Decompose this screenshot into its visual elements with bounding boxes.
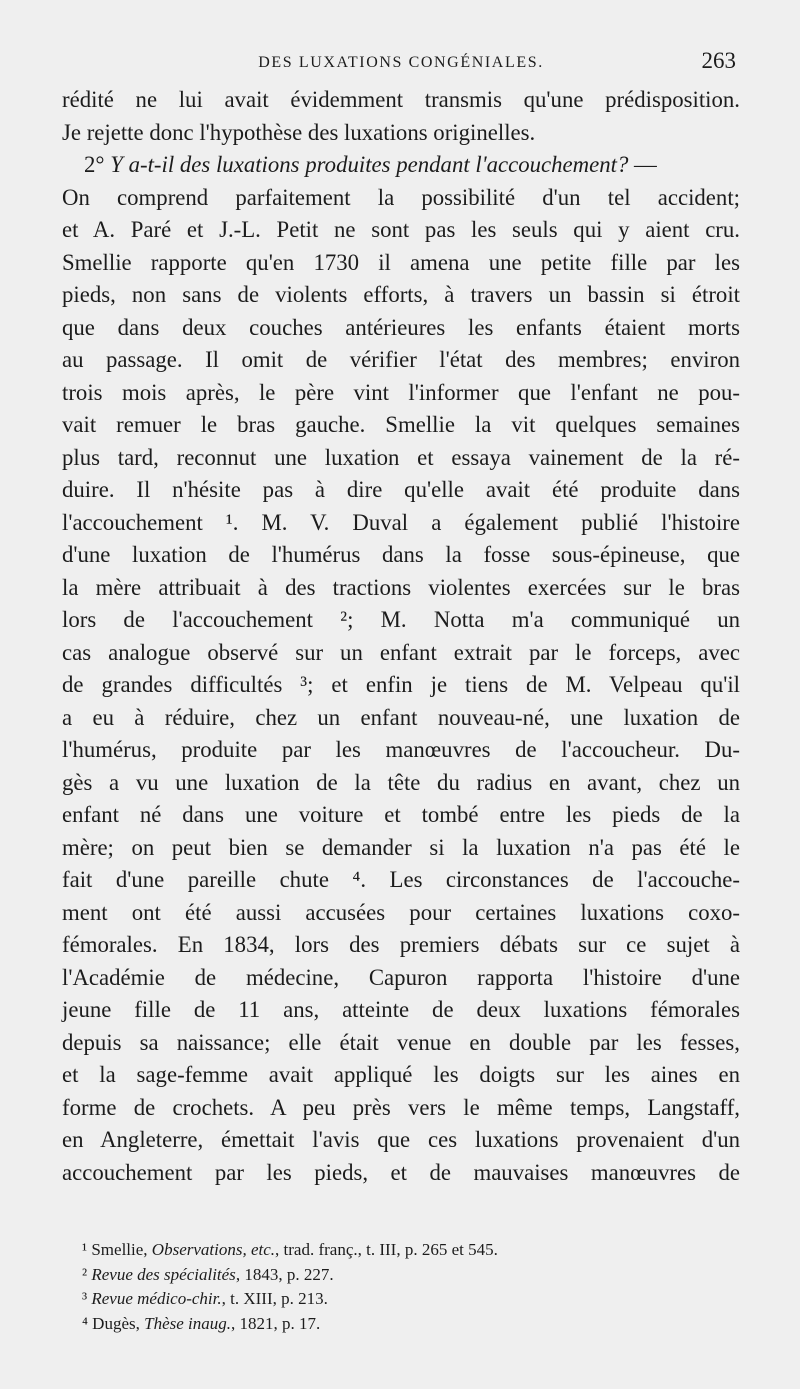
text-line: forme de crochets. A peu près vers le même temps, Langstaff, xyxy=(62,1094,740,1120)
footnote xyxy=(62,1287,740,1312)
text-line: l'accouchement ¹. M. V. Duval a également publié l'histoire xyxy=(62,509,740,535)
footnote-text: ² xyxy=(82,1264,92,1284)
text-line: mère; on peut bien se demander si la luxation n'a pas été le xyxy=(62,834,740,860)
footnote-text: ³ xyxy=(82,1289,92,1308)
page-header xyxy=(62,48,740,78)
text-line: trois mois après, le père vint l'informer que l'enfant ne pou- xyxy=(62,379,740,405)
running-title: DES LUXATIONS CONGÉNIALES. xyxy=(258,54,544,71)
text-line: ment ont été aussi accusées pour certaines luxations coxo- xyxy=(62,899,740,925)
text-line: plus tard, reconnut une luxation et essaya vainement de la ré- xyxy=(62,444,740,470)
footnote-title: Observations, etc. xyxy=(151,1240,276,1259)
text-line: et la sage-femme avait appliqué les doigts sur les aines en xyxy=(62,1062,740,1087)
text-line: cas analogue observé sur un enfant extrait par le forceps, avec xyxy=(62,639,740,665)
text-line: Smellie rapporte qu'en 1730 il amena une petite fille par les xyxy=(62,249,740,275)
text-line: en Angleterre, émettait l'avis que ces luxations provenaient d'un xyxy=(62,1127,740,1152)
text-segment: — xyxy=(628,152,657,177)
text-line: l'humérus, produite par les manœuvres de l'accoucheur. Du- xyxy=(62,737,740,762)
footnote-text: ⁴ Dugès, xyxy=(82,1313,145,1333)
footnote xyxy=(62,1312,740,1337)
page-number: 263 xyxy=(701,48,736,73)
text-line: vait remuer le bras gauche. Smellie la vit quelques semaines xyxy=(62,412,740,437)
text-line: et A. Paré et J.-L. Petit ne sont pas les seuls qui y aient cru. xyxy=(62,217,740,242)
footnote xyxy=(62,1238,740,1263)
text-line: accouchement par les pieds, et de mauvaises manœuvres de xyxy=(62,1159,740,1185)
text-line: que dans deux couches antérieures les enfants étaient morts xyxy=(62,314,740,340)
text-line: On comprend parfaitement la possibilité d'un tel accident; xyxy=(62,184,740,210)
footnote-title: Revue médico-chir. xyxy=(91,1289,222,1308)
footnote-text: , trad. franç., t. III, p. 265 et 545. xyxy=(275,1240,498,1259)
text-line: d'une luxation de l'humérus dans la fosse sous-épineuse, que xyxy=(62,542,740,567)
text-line: au passage. Il omit de vérifier l'état des membres; environ xyxy=(62,347,740,372)
text-line: depuis sa naissance; elle était venue en double par les fesses, xyxy=(62,1029,740,1055)
footnote-title: Revue des spécialités xyxy=(91,1264,236,1284)
text-line: pieds, non sans de violents efforts, à travers un bassin si étroit xyxy=(62,282,740,307)
text-line xyxy=(62,149,740,182)
text-line: lors de l'accouchement ²; M. Notta m'a communiqué un xyxy=(62,607,740,632)
text-line: de grandes difficultés ³; et enfin je tiens de M. Velpeau qu'il xyxy=(62,672,740,697)
text-line: la mère attribuait à des tractions violentes exercées sur le bras xyxy=(62,574,740,600)
text-line: Je rejette donc l'hypothèse des luxations originelles. xyxy=(62,119,536,145)
text-line: l'Académie de médecine, Capuron rapporta l'histoire d'une xyxy=(62,964,740,990)
italic-heading: Y a-t-il des luxations produites pendant l'accouchement? xyxy=(110,152,629,177)
text-line: fémorales. En 1834, lors des premiers débats sur ce sujet à xyxy=(62,932,740,957)
footnote-text: ¹ Smellie, xyxy=(82,1240,152,1259)
text-line: duire. Il n'hésite pas à dire qu'elle avait été produite dans xyxy=(62,477,740,502)
footnote-title: Thèse inaug. xyxy=(144,1313,232,1333)
text-line: fait d'une pareille chute ⁴. Les circonstances de l'accouche- xyxy=(62,867,740,892)
text-line: enfant né dans une voiture et tombé entre les pieds de la xyxy=(62,802,740,827)
text-line: rédité ne lui avait évidemment transmis qu'une prédisposition. xyxy=(62,87,740,112)
text-line: a eu à réduire, chez un enfant nouveau-né, une luxation de xyxy=(62,704,740,730)
footnote-text: , t. XIII, p. 213. xyxy=(221,1289,328,1308)
footnotes xyxy=(62,1238,740,1336)
text-line: jeune fille de 11 ans, atteinte de deux luxations fémorales xyxy=(62,997,740,1022)
footnote-text: , 1821, p. 17. xyxy=(231,1313,321,1333)
body-text xyxy=(62,84,740,1189)
footnote xyxy=(62,1263,740,1288)
text-segment: 2° xyxy=(84,152,111,177)
text-line: gès a vu une luxation de la tête du radius en avant, chez un xyxy=(62,769,740,795)
footnote-text: , 1843, p. 227. xyxy=(235,1264,334,1284)
